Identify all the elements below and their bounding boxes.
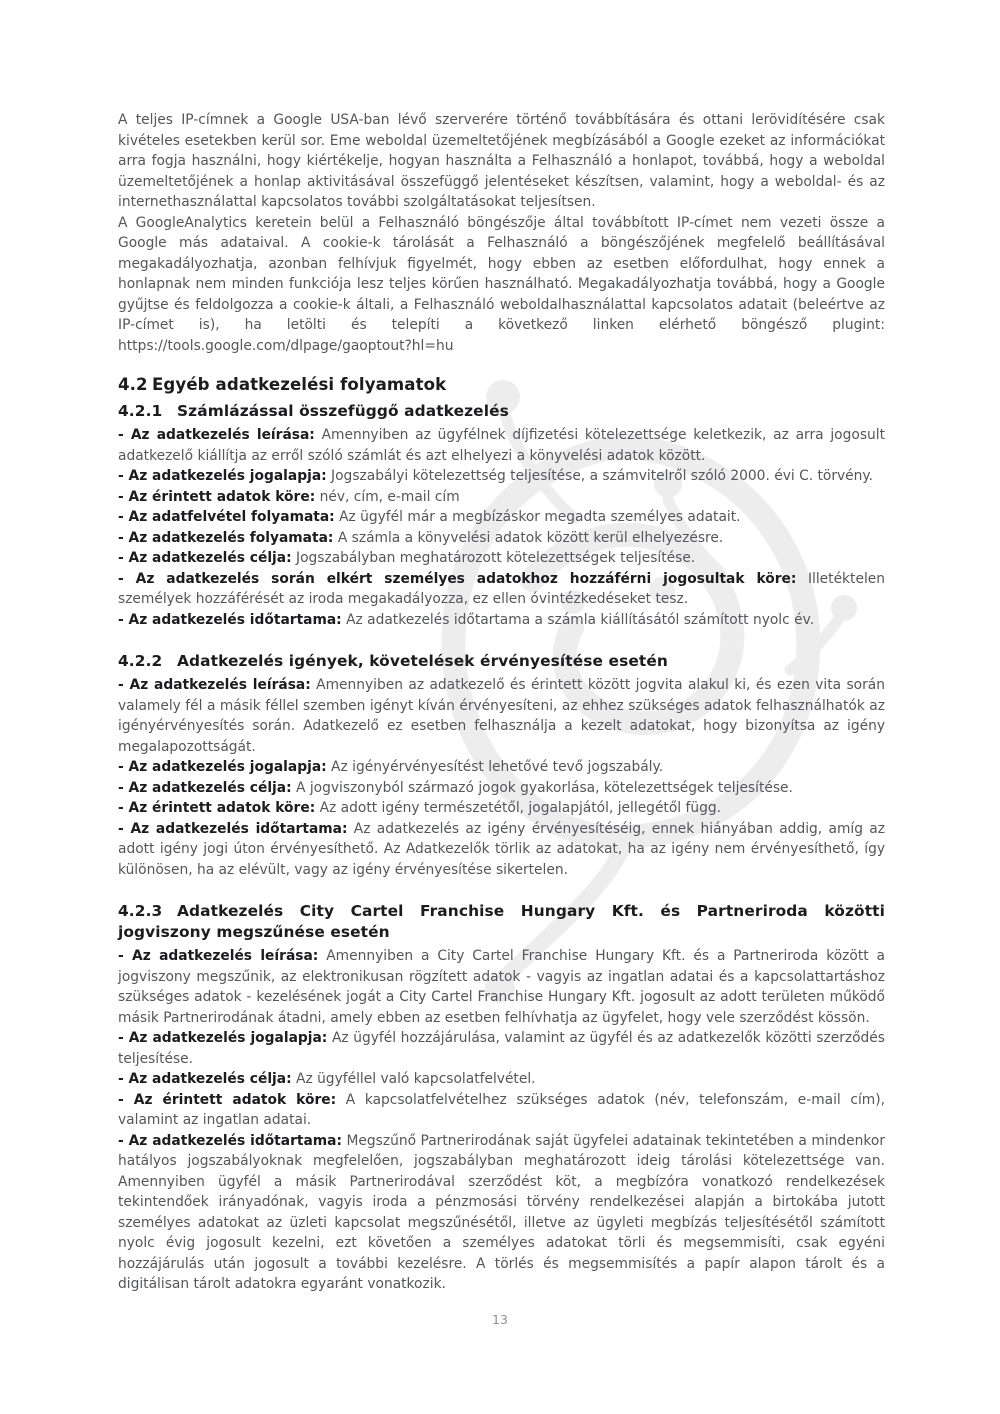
intro-paragraph-1: A teljes IP-címnek a Google USA-ban lévő szerverére történő továbbítására és ottani lerövidítésére csak kivételes esetekben kerül sor. Eme weboldal üzemeltetőjének megbízásából a Google ezeket az információkat arra fogja használni, hogy kiértékelje, hogyan használta a Felhasználó a honlapot, továbbá, hogy a weboldal üzemeltetőjének a honlap aktivitásával összefüggő jelentéseket készítsen, valamint, hogy a weboldal- és az internethasználattal kapcsolatos további szolgáltatásokat teljesítsen.: [118, 112, 885, 210]
document-content: [118, 110, 885, 1295]
item-label: - Az adatkezelés időtartama:: [118, 1132, 342, 1149]
item-text: A kapcsolatfelvételhez szükséges adatok (név, telefonszám, e-mail cím), valamint az ingatlan adatai.: [118, 1091, 886, 1128]
subsection-heading-4-2-3: [118, 901, 885, 943]
item-label: - Az adatkezelés célja:: [118, 550, 292, 566]
policy-item: [118, 487, 885, 508]
item-text: Illetéktelen személyek hozzáférését az iroda megakadályozza, ez ellen óvintézkedéseket tesz.: [118, 570, 886, 607]
item-text: Az ügyféllel való kapcsolatfelvétel.: [296, 1071, 536, 1087]
item-label: - Az adatfelvétel folyamata:: [118, 509, 335, 525]
item-text: Amennyiben az ügyfélnek díjfizetési kötelezettsége keletkezik, az arra jogosult adatkezelő kiállítja az erről szóló számlát és azt elhelyezi a könyvelési adatok között.: [118, 427, 886, 464]
subsection-4-2-3: [118, 901, 885, 1295]
item-text: Az ügyfél már a megbízáskor megadta személyes adatait.: [339, 509, 741, 525]
policy-item: [118, 1131, 885, 1295]
policy-item: [118, 798, 885, 819]
item-text: Az adatkezelés az igény érvényesítéséig, ennek hiányában addig, amíg az adott igény jogi úton érvényesíthető. Az Adatkezelők törlik az adatokat, ha az igény nem érvényesíthető, így különösen, ha az elévült, vagy az igény érvényesítése sikertelen.: [118, 820, 885, 878]
policy-item: [118, 675, 885, 757]
item-text: Jogszabályi kötelezettség teljesítése, a számvitelről szóló 2000. évi C. törvény.: [331, 468, 873, 484]
item-text: Amennyiben az adatkezelő és érintett között jogvita alakul ki, és ezen vita során valamely fél a másik féllel szemben igényt kíván érvényesíteni, az ehhez szükséges adatok felhasználhatók az igényérvényesítés során. Adatkezelő ez esetben felhasználja a kezelt adatokat, hogy bizonyítsa az igény megalapozottságát.: [118, 677, 885, 755]
item-label: - Az adatkezelés jogalapja:: [118, 468, 327, 484]
policy-item: [118, 1028, 885, 1069]
policy-item: [118, 528, 885, 549]
item-label: - Az adatkezelés jogalapja:: [118, 1030, 328, 1046]
subsection-number: 4.2.3: [118, 902, 163, 920]
item-text: Megszűnő Partnerirodának saját ügyfelei adatainak tekintetében a mindenkor hatályos jogszabályoknak megfelelően, jogszabályban meghatározott ideig tárolási kötelezettsége van. Amennyiben ügyfél a másik Partnerirodával szerződést köt, a megbízóra vonatkozó rendelkezések tekintendőek irányadónak, vagyis iroda a pénzmosási törvény rendelkezései alapján a birtokába jutott személyes adatokat az üzleti kapcsolat megszűnésétől, illetve az ügyleti megbízás teljesítésétől számított nyolc évig jogosult kezelni, ezt követően a személyes adatokat törli és megsemmisíti, csak egyéni hozzájárulás után jogosult a további kezelésre. A törlés és megsemmisítés a papír alapon tárolt és a digitálisan tárolt adatokra egyaránt vonatkozik.: [118, 1132, 885, 1292]
section-heading-4-2: [118, 374, 885, 396]
section-number: 4.2: [118, 375, 148, 394]
subsection-number: 4.2.1: [118, 402, 163, 420]
policy-item: [118, 946, 885, 1028]
subsection-heading-4-2-2: [118, 651, 885, 672]
item-text: A számla a könyvelési adatok között kerül elhelyezésre.: [337, 529, 724, 546]
subsection-title: Számlázással összefüggő adatkezelés: [177, 402, 509, 420]
policy-item: [118, 548, 885, 569]
policy-item: [118, 466, 885, 487]
item-text: A jogviszonyból származó jogok gyakorlása, kötelezettségek teljesítése.: [296, 779, 793, 796]
item-label: - Az adatkezelés leírása:: [118, 677, 311, 693]
policy-item: [118, 569, 885, 610]
policy-item: [118, 425, 885, 466]
item-label: - Az adatkezelés leírása:: [118, 427, 315, 443]
policy-item: [118, 1090, 885, 1131]
item-text: Az adatkezelés időtartama a számla kiállításától számított nyolc év.: [346, 611, 815, 628]
subsection-title: Adatkezelés igények, követelések érvényesítése esetén: [177, 652, 668, 670]
intro-paragraph-2-text: A GoogleAnalytics keretein belül a Felhasználó böngészője által továbbított IP-címet nem vezeti össze a Google más adataival. A cookie-k tárolását a Felhasználó a böngészőjének megfelelő beállításával megakadályozhatja, azonban felhívjuk figyelmét, hogy ebben az esetben előfordulhat, hogy ennek a honlapnak nem minden funkciója lesz teljes körűen használható. Megakadályozhatja továbbá, hogy a Google gyűjtse és feldolgozza a cookie-k általi, a Felhasználó weboldalhasználattal kapcsolatos adatait (beleértve az IP-címet is), ha letölti és telepíti a következő linken elérhető böngésző plugint:: [118, 214, 885, 333]
page-number: 13: [492, 1312, 508, 1327]
gaoptout-link[interactable]: https://tools.google.com/dlpage/gaoptout?hl=hu: [118, 337, 454, 354]
policy-item: [118, 819, 885, 881]
subsection-4-2-1: [118, 401, 885, 630]
policy-item: [118, 610, 885, 631]
subsection-heading-4-2-1: [118, 401, 885, 422]
item-label: - Az adatkezelés jogalapja:: [118, 759, 327, 775]
policy-item: [118, 1069, 885, 1090]
item-label: - Az adatkezelés célja:: [118, 1071, 292, 1087]
intro-paragraph-2: [118, 213, 885, 357]
item-text: Az ügyfél hozzájárulása, valamint az ügyfél és az adatkezelők közötti szerződés teljesítése.: [118, 1030, 885, 1067]
subsection-4-2-2: [118, 651, 885, 880]
item-label: - Az érintett adatok köre:: [118, 800, 316, 816]
subsection-title: Adatkezelés City Cartel Franchise Hungary Kft. és Partneriroda közötti jogviszony megszűnése esetén: [118, 902, 885, 941]
item-label: - Az adatkezelés időtartama:: [118, 611, 342, 628]
item-label: - Az adatkezelés időtartama:: [118, 820, 348, 837]
item-label: - Az adatkezelés során elkért személyes adatokhoz hozzáférni jogosultak köre:: [118, 570, 797, 587]
item-label: - Az adatkezelés célja:: [118, 779, 292, 796]
item-text: Jogszabályban meghatározott kötelezettségek teljesítése.: [296, 550, 696, 566]
item-label: - Az adatkezelés leírása:: [118, 948, 319, 964]
item-text: Az adott igény természetétől, jogalapjától, jellegétől függ.: [319, 800, 722, 816]
item-label: - Az érintett adatok köre:: [118, 488, 316, 505]
policy-item: [118, 507, 885, 528]
policy-item: [118, 778, 885, 799]
item-text: név, cím, e-mail cím: [319, 488, 460, 505]
policy-item: [118, 757, 885, 778]
item-text: Az igényérvényesítést lehetővé tevő jogszabály.: [331, 759, 664, 775]
subsection-number: 4.2.2: [118, 652, 163, 670]
section-title: Egyéb adatkezelési folyamatok: [152, 375, 447, 394]
item-text: Amennyiben a City Cartel Franchise Hungary Kft. és a Partneriroda között a jogviszony megszűnik, az elektronikusan rögzített adatok - vagyis az ingatlan adatai és a kapcsolattartáshoz szükséges adatok - kezelésének jogát a City Cartel Franchise Hungary Kft. jogosult az adott területen működő másik Partnerirodának átadni, amely ebben az esetben felhívhatja az ügyfelet, hogy vele szerződést kössön.: [118, 948, 885, 1026]
item-label: - Az érintett adatok köre:: [118, 1091, 337, 1108]
item-label: - Az adatkezelés folyamata:: [118, 529, 334, 546]
